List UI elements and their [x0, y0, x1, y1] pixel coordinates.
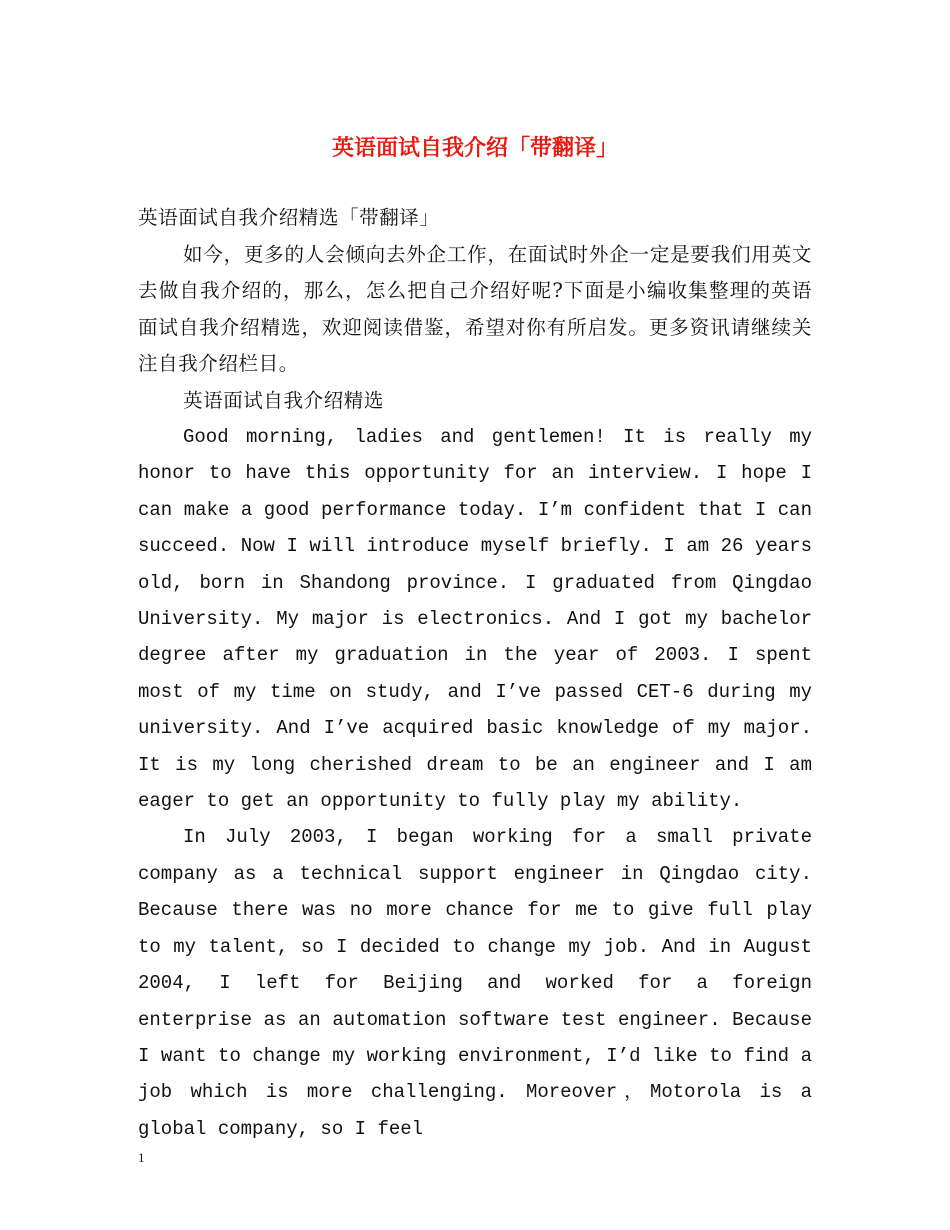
document-body — [138, 200, 812, 1147]
document-title: 英语面试自我介绍「带翻译」 — [331, 135, 618, 161]
english-paragraph-2: In July 2003, I began working for a small private company as a technical support engineer in Qingdao city. Because there was no more chance for me to give full play to my talent, so I decided to change my job. And in August 2004, I left for Beijing and worked for a foreign enterprise as an automation software test engineer. Because I want to change my working environment, I’d like to find a job which is more challenging. Moreover，Motorola is a global company, so I feel — [138, 826, 812, 1140]
intro-paragraph: 如今，更多的人会倾向去外企工作，在面试时外企一定是要我们用英文去做自我介绍的，那么，怎么把自己介绍好呢?下面是小编收集整理的英语面试自我介绍精选，欢迎阅读借鉴，希望对你有所启发。更多资讯请继续关注自我介绍栏目。 — [138, 242, 812, 375]
subtitle-paragraph: 英语面试自我介绍精选「带翻译」 — [138, 206, 440, 229]
page-number: 1 — [138, 1150, 145, 1165]
section-heading: 英语面试自我介绍精选 — [183, 388, 385, 412]
english-paragraph-1: Good morning, ladies and gentlemen! It is really my honor to have this opportunity for an interview. I hope I can make a good performance today. I’m confident that I can succeed. Now I will introduce myself briefly. I am 26 years old, born in Shandong province. I graduated from Qingdao University. My major is electronics. And I got my bachelor degree after my graduation in the year of 2003. I spent most of my time on study, and I’ve passed CET-6 during my university. And I’ve acquired basic knowledge of my major. It is my long cherished dream to be an engineer and I am eager to get an opportunity to fully play my ability. — [138, 426, 812, 813]
